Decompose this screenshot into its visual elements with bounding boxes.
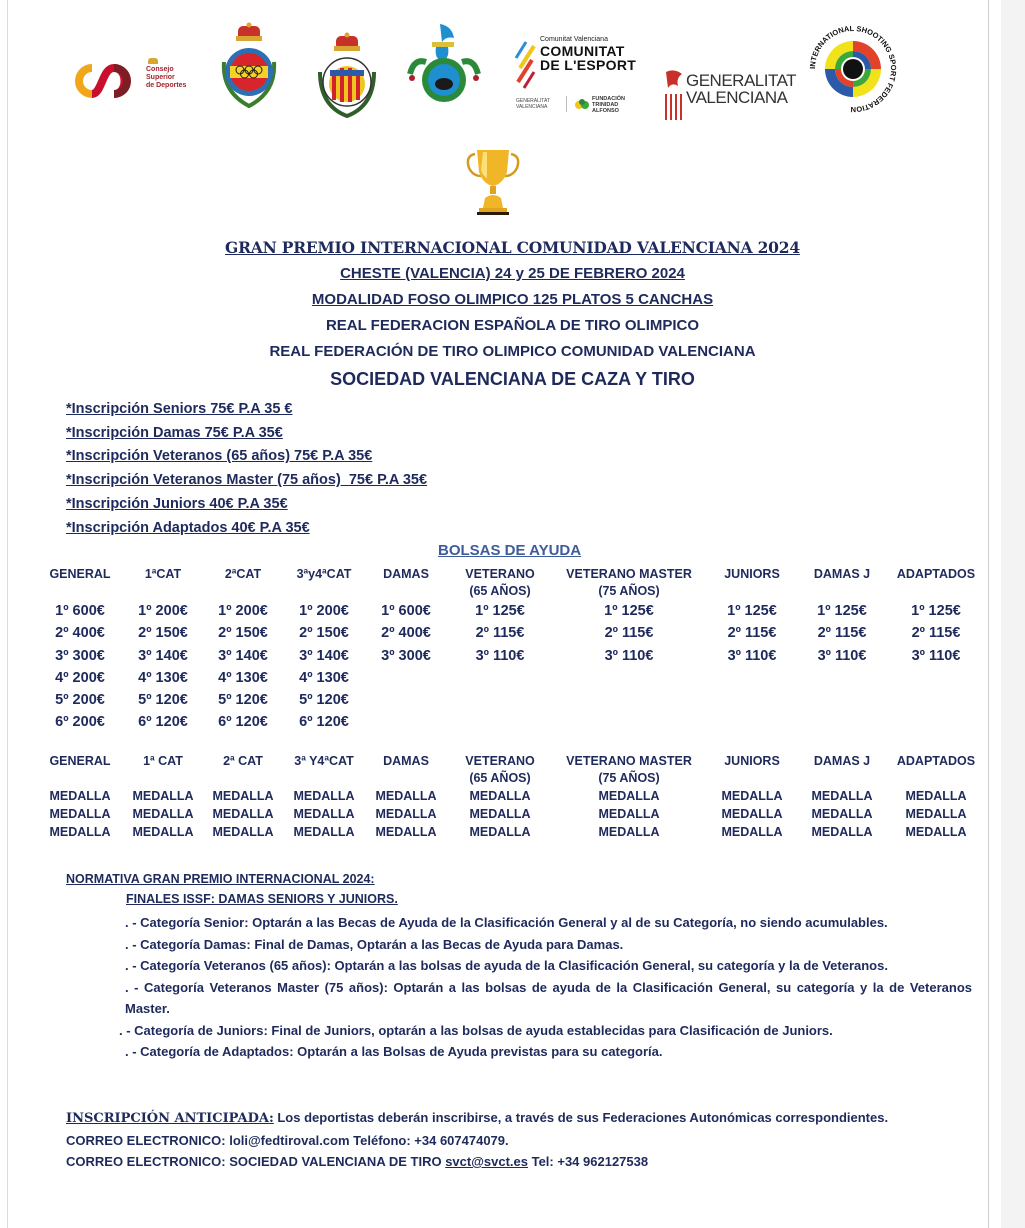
inscripcion-anticipada: INSCRIPCIÓN ANTICIPADA: Los deportistas deberán inscribirse, a través de sus Federaciones Autonómicas correspondientes.	[66, 1110, 889, 1126]
csd-text: Consejo Superior de Deportes	[146, 66, 187, 89]
page-edge-left	[7, 0, 8, 1228]
viewer-side-strip	[1001, 0, 1025, 1228]
fee-juniors: *Inscripción Juniors 40€ P.A 35€	[66, 495, 288, 512]
contact-section	[66, 1107, 888, 1173]
bolsas-col-adaptados: ADAPTADOS 1º 125€ 2º 115€ 3º 110€	[896, 567, 976, 664]
csd-mark-icon	[72, 64, 142, 98]
bolsas-col-1cat: 1ªCAT 1º 200€ 2º 150€ 3º 140€ 4º 130€ 5º 120€ 6º 120€	[138, 567, 188, 731]
bolsas-col-veterano: VETERANO (65 AÑOS) 1º 125€ 2º 115€ 3º 110€	[465, 567, 535, 664]
modality: MODALIDAD FOSO OLIMPICO 125 PLATOS 5 CANCHAS	[311, 291, 714, 308]
organizer-svct: SOCIEDAD VALENCIANA DE CAZA Y TIRO	[330, 369, 695, 389]
bolsas-col-veterano-master: VETERANO MASTER (75 AÑOS) 1º 125€ 2º 115€ 3º 110€	[566, 567, 692, 664]
rule-juniors: . - Categoría de Juniors: Final de Juniors, optarán a las bolsas de ayuda establecidas para Clasificación de Juniors.	[119, 1022, 833, 1038]
fee-adaptados: *Inscripción Adaptados 40€ P.A 35€	[66, 519, 310, 536]
bolsas-col-damas: DAMAS 1º 600€ 2º 400€ 3º 300€	[381, 567, 431, 664]
fee-veteranos-master: *Inscripción Veteranos Master (75 años) 75€ P.A 35€	[66, 472, 428, 489]
medallas-col-juniors: JUNIORS MEDALLA MEDALLA MEDALLA	[721, 754, 783, 840]
issf-logo-icon	[806, 22, 900, 116]
bolsas-col-2cat: 2ªCAT 1º 200€ 2º 150€ 3º 140€ 4º 130€ 5º 120€ 6º 120€	[218, 567, 268, 731]
fee-damas: *Inscripción Damas 75€ P.A 35€	[66, 424, 283, 441]
page-title: GRAN PREMIO INTERNACIONAL COMUNIDAD VALENCIANA 2024	[225, 238, 800, 257]
medallas-col-1cat: 1ª CAT MEDALLA MEDALLA MEDALLA	[132, 754, 194, 840]
fundacion-trinidad-alfonso-icon	[574, 98, 590, 110]
cde-divider	[566, 96, 567, 112]
normativa-subtitle: FINALES ISSF: DAMAS SENIORS Y JUNIORS.	[126, 892, 398, 906]
contact-svct: CORREO ELECTRONICO: SOCIEDAD VALENCIANA DE TIRO svct@svct.es Tel: +34 962127538	[66, 1154, 649, 1169]
medallas-col-damas-j: DAMAS J MEDALLA MEDALLA MEDALLA	[811, 754, 873, 840]
comunitat-esport-logo: Comunitat Valenciana COMUNITAT DE L'ESPORT GENERALITAT VALENCIANA FUNDACIÓN TRINIDAD ALFONSO	[512, 36, 637, 116]
inscription-fees-list	[66, 398, 427, 540]
normativa-list	[119, 912, 972, 1063]
crown-icon	[148, 58, 158, 64]
fto-cv-crest-icon	[316, 32, 378, 118]
medallas-col-veterano-master: VETERANO MASTER (75 AÑOS) MEDALLA MEDALLA MEDALLA	[566, 754, 692, 840]
medallas-col-adaptados: ADAPTADOS MEDALLA MEDALLA MEDALLA	[896, 754, 976, 840]
cde-stripes-icon	[512, 38, 538, 90]
fee-veteranos: *Inscripción Veteranos (65 años) 75€ P.A 35€	[66, 448, 373, 465]
rule-veteranos: . - Categoría Veteranos (65 años): Optarán a las bolsas de ayuda de la Clasificación General, su categoría y la de Veteranos.	[125, 958, 888, 973]
gva-shield-icon	[662, 68, 686, 122]
bolsas-col-damas-j: DAMAS J 1º 125€ 2º 115€ 3º 110€	[813, 567, 871, 664]
medallas-col-general: GENERAL MEDALLA MEDALLA MEDALLA	[49, 754, 111, 840]
rule-adaptados: . - Categoría de Adaptados: Optarán a las Bolsas de Ayuda previstas para su categoría.	[125, 1044, 663, 1059]
rule-veteranos-master: . - Categoría Veteranos Master (75 años): Optarán a las bolsas de ayuda de la Clasificación General, su categoría y la de Veteranos Master.	[125, 979, 972, 1016]
bolsas-title: BOLSAS DE AYUDA	[438, 542, 582, 559]
svct-email-link[interactable]: svct@svct.es	[445, 1154, 528, 1169]
location-date: CHESTE (VALENCIA) 24 y 25 DE FEBRERO 2024	[340, 265, 685, 282]
medallas-col-2cat: 2ª CAT MEDALLA MEDALLA MEDALLA	[212, 754, 274, 840]
fee-seniors: *Inscripción Seniors 75€ P.A 35 €	[66, 401, 293, 417]
normativa-title: NORMATIVA GRAN PREMIO INTERNACIONAL 2024:	[66, 872, 375, 886]
rule-senior: . - Categoría Senior: Optarán a las Becas de Ayuda de la Clasificación General y al de su Categoría, no siendo acumulables.	[125, 915, 888, 930]
inscripcion-anticipada-label: INSCRIPCIÓN ANTICIPADA:	[66, 1111, 274, 1126]
organizer-rfeto: REAL FEDERACION ESPAÑOLA DE TIRO OLIMPICO	[325, 317, 700, 334]
rule-damas: . - Categoría Damas: Final de Damas, Optarán a las Becas de Ayuda para Damas.	[125, 936, 624, 952]
medallas-col-veterano: VETERANO (65 AÑOS) MEDALLA MEDALLA MEDALLA	[465, 754, 535, 840]
page-edge-right	[988, 0, 989, 1228]
bolsas-col-juniors: JUNIORS 1º 125€ 2º 115€ 3º 110€	[724, 567, 780, 664]
rfeto-crest-icon	[218, 22, 280, 108]
medallas-col-3y4cat: 3ª Y4ªCAT MEDALLA MEDALLA MEDALLA	[293, 754, 355, 840]
csd-logo	[72, 58, 192, 104]
generalitat-valenciana-logo: GENERALITAT VALENCIANA	[662, 68, 778, 122]
contact-fedtiroval: CORREO ELECTRONICO: loli@fedtiroval.com Teléfono: +34 607474079.	[66, 1132, 509, 1148]
bolsas-col-3y4cat: 3ªy4ªCAT 1º 200€ 2º 150€ 3º 140€ 4º 130€ 5º 120€ 6º 120€	[296, 567, 352, 731]
bolsas-col-general: GENERAL 1º 600€ 2º 400€ 3º 300€ 4º 200€ 5º 200€ 6º 200€	[49, 567, 111, 731]
svg-text:INTERNATIONAL SHOOTING SPORT F: INTERNATIONAL SHOOTING SPORT FEDERATION	[807, 23, 899, 115]
trophy-icon	[465, 148, 521, 218]
medallas-col-damas: DAMAS MEDALLA MEDALLA MEDALLA	[375, 754, 437, 840]
organizer-fto-cv: REAL FEDERACIÓN DE TIRO OLIMPICO COMUNIDAD VALENCIANA	[269, 343, 756, 360]
svct-crest-icon	[406, 22, 482, 108]
